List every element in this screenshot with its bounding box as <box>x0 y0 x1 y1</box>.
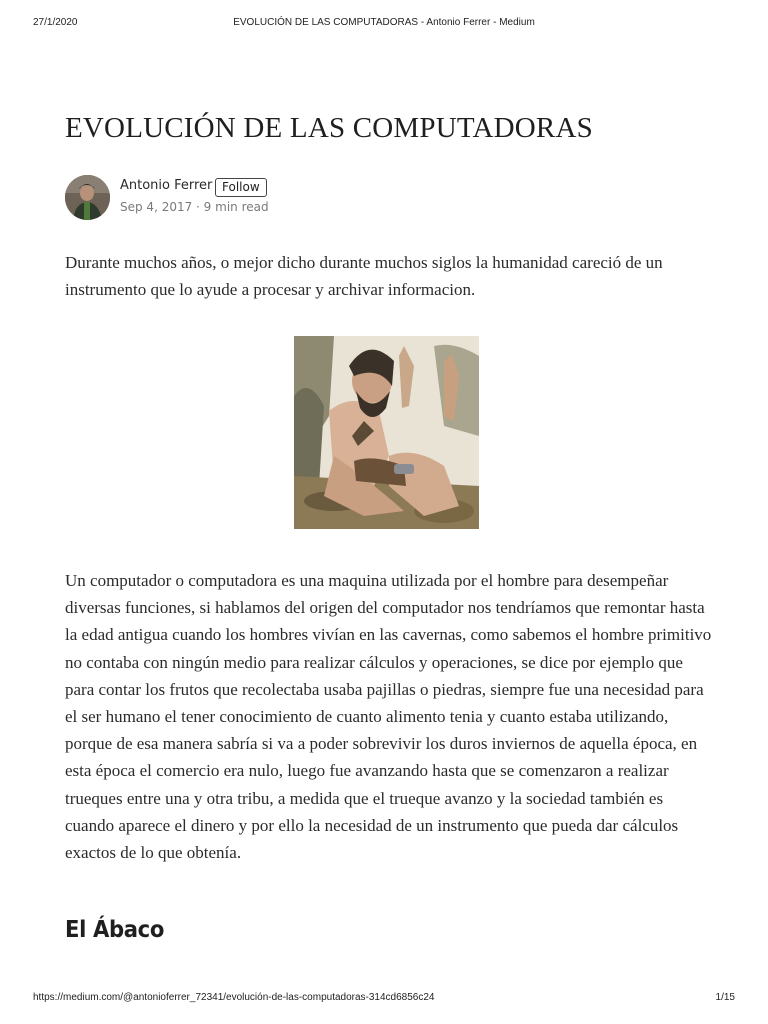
section-heading-abaco: El Ábaco <box>65 917 165 943</box>
author-avatar[interactable] <box>65 175 110 220</box>
post-meta: Sep 4, 2017 · 9 min read <box>120 200 269 214</box>
author-byline <box>65 175 465 223</box>
print-date: 27/1/2020 <box>33 17 78 28</box>
print-header <box>0 17 768 33</box>
article-title: EVOLUCIÓN DE LAS COMPUTADORAS <box>65 112 593 144</box>
intro-paragraph: Durante muchos años, o mejor dicho durante muchos siglos la humanidad careció de un instrumento que lo ayude a procesar y archivar informacion. <box>65 253 663 300</box>
author-name[interactable]: Antonio Ferrer <box>120 178 213 193</box>
page-number: 1/15 <box>715 992 735 1003</box>
caveman-illustration <box>294 336 479 529</box>
print-footer <box>0 992 768 1006</box>
follow-button[interactable]: Follow <box>215 178 267 197</box>
origin-paragraph: Un computador o computadora es una maquina utilizada por el hombre para desempeñar diversas funciones, si hablamos del origen del computador nos tendríamos que remontar hasta la edad antigua cuando los hombres vivían en las cavernas, como sabemos el hombre primitivo no contaba con ningún medio para realizar cálculos y operaciones, se dice por ejemplo que para contar los frutos que recolectaba usaba pajillas o piedras, siempre fue una necesidad para el ser humano el tener conocimiento de cuanto alimento tenia y cuanto estaba utilizando, porque de esa manera sabría si va a poder sobrevivir los duros inviernos de aquella época, en esta época el comercio era nulo, luego fue avanzando hasta que se comenzaron a realizar trueques entre una y otra tribu, a medida que el trueque avanzo y la sociedad también es cuando aparece el dinero y por ello la necesidad de un instrumento que pueda dar cálculos exactos de lo que obtenía. <box>65 571 712 863</box>
print-url: https://medium.com/@antonioferrer_72341/evolución-de-las-computadoras-314cd6856c24 <box>33 992 435 1003</box>
print-title: EVOLUCIÓN DE LAS COMPUTADORAS - Antonio Ferrer - Medium <box>233 17 535 28</box>
